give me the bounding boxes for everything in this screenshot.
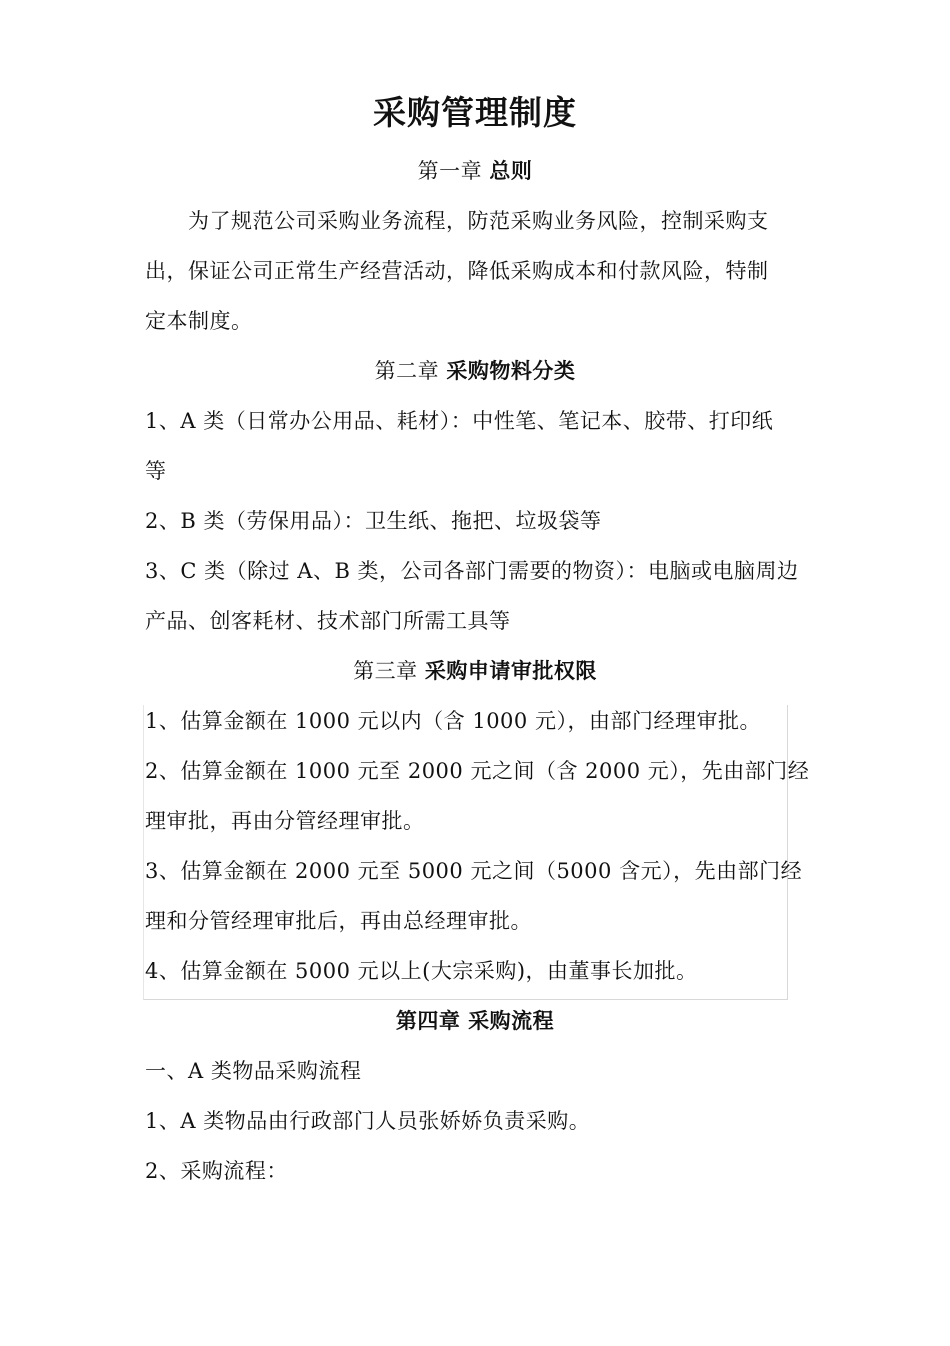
chapter-4-heading: 第四章 采购流程 xyxy=(395,1008,555,1033)
chapter-3-number: 第三章 xyxy=(353,659,418,683)
chapter-3-line: 2、估算金额在 1000 元至 2000 元之间（含 2000 元），先由部门经 xyxy=(145,759,810,783)
chapter-3-line: 1、估算金额在 1000 元以内（含 1000 元），由部门经理审批。 xyxy=(145,709,761,733)
chapter-3-line: 理审批，再由分管经理审批。 xyxy=(145,809,425,833)
chapter-4-line: 1、A 类物品由行政部门人员张娇娇负责采购。 xyxy=(145,1109,591,1133)
chapter-2-line: 产品、创客耗材、技术部门所需工具等 xyxy=(145,609,511,633)
chapter-3-name: 采购申请审批权限 xyxy=(424,658,597,683)
chapter-2-heading xyxy=(0,356,950,386)
chapter-2-line: 2、B 类（劳保用品）：卫生纸、拖把、垃圾袋等 xyxy=(145,509,602,533)
chapter-3-heading xyxy=(0,656,950,686)
chapter-1-name: 总则 xyxy=(489,158,533,183)
chapter-2-name: 采购物料分类 xyxy=(446,358,576,383)
chapter-1-paragraph-line: 为了规范公司采购业务流程，防范采购业务风险，控制采购支 xyxy=(188,209,769,233)
chapter-4-line: 2、采购流程： xyxy=(145,1159,288,1183)
chapter-3-line: 3、估算金额在 2000 元至 5000 元之间（5000 含元），先由部门经 xyxy=(145,859,803,883)
chapter-4-line: 一、A 类物品采购流程 xyxy=(145,1059,362,1083)
chapter-1-paragraph-line: 出，保证公司正常生产经营活动，降低采购成本和付款风险，特制 xyxy=(145,259,769,283)
chapter-3-line: 4、估算金额在 5000 元以上(大宗采购)，由董事长加批。 xyxy=(145,959,698,983)
document-title: 采购管理制度 xyxy=(373,93,577,132)
chapter-1-number: 第一章 xyxy=(417,159,483,183)
chapter-1-paragraph-line: 定本制度。 xyxy=(145,309,253,333)
chapter-1-heading xyxy=(0,156,950,186)
chapter-2-number: 第二章 xyxy=(374,359,440,383)
chapter-2-line: 3、C 类（除过 A、B 类，公司各部门需要的物资）：电脑或电脑周边 xyxy=(145,559,799,583)
chapter-2-line: 1、A 类（日常办公用品、耗材）：中性笔、笔记本、胶带、打印纸 xyxy=(145,409,774,433)
chapter-3-line: 理和分管经理审批后，再由总经理审批。 xyxy=(145,909,532,933)
chapter-2-line: 等 xyxy=(145,459,167,483)
